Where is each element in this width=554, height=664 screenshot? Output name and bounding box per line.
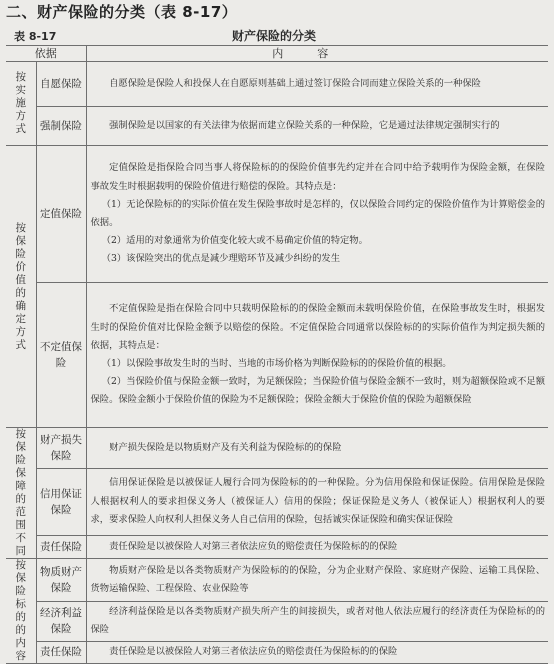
table-row: [6, 559, 548, 602]
description-cell: [86, 428, 548, 469]
type-cell: 定值保险: [36, 146, 86, 283]
description-cell: [86, 146, 548, 283]
category-cell: 按保险标的的内容: [6, 559, 36, 664]
description-paragraph: 财产损失保险是以物质财产及有关利益为保险标的的保险: [109, 441, 342, 453]
description-list-item: （2）当保险价值与保险金额一致时，为足额保险；当保险价值与保险金额不一致时，则为超额保险或不足额保险。保险金额小于保险价值的保险为不足额保险；保险金额大于保险价值的保险为超额保险: [90, 376, 545, 406]
description-cell: [86, 107, 548, 146]
description-paragraph: 责任保险是以被保险人对第三者依法应负的赔偿责任为保险标的的保险: [109, 540, 398, 552]
section-heading: 二、财产保险的分类（表 8-17）: [6, 3, 238, 21]
description-paragraph: 信用保证保险是以被保证人履行合同为保险标的的一种保险。分为信用保险和保证保险。信用保险是保险人根据权利人的要求担保义务人（被保证人）信用的保险；保证保险是义务人（被保证人）根据权利人的要求，要求保险人向权利人担保义务人自己信用的保险，包括诚实保证保险和确实保证保险: [90, 477, 545, 525]
type-cell: 物质财产保险: [36, 559, 86, 602]
table-number: 表 8-17: [14, 30, 57, 43]
table-row: [6, 428, 548, 469]
category-cell: 按保险保障的范围不同: [6, 428, 36, 559]
table-header-row: [6, 46, 548, 62]
description-paragraph: 经济利益保险是以各类物质财产损失所产生的间接损失，或者对他人依法应履行的经济责任为保险标的的保险: [90, 606, 545, 636]
description-paragraph: 物质财产保险是以各类物质财产为保险标的的保险，分为企业财产保险、家庭财产保险、运输工具保险、货物运输保险、工程保险、农业保险等: [90, 564, 545, 595]
description-cell: [86, 62, 548, 107]
description-cell: [86, 468, 548, 535]
table-row: [6, 146, 548, 283]
description-cell: [86, 559, 548, 602]
type-cell: 不定值保险: [36, 283, 86, 428]
category-cell: 按保险价值的确定方式: [6, 146, 36, 428]
table-row: [6, 535, 548, 558]
description-paragraph: 责任保险是以被保险人对第三者依法应负的赔偿责任为保险标的的保险: [109, 646, 398, 658]
description-paragraph: 不定值保险是指在保险合同中只载明保险标的的保险金额而未载明保险价值，在保险事故发生时，根据发生时的保险价值对比保险金额予以赔偿的保险。不定值保险合同通常以保险标的的实际价值作为判定损失额的依据，其特点是：: [90, 303, 545, 351]
description-cell: [86, 283, 548, 428]
description-paragraph: 强制保险是以国家的有关法律为依据而建立保险关系的一种保险，它是通过法律规定强制实行的: [109, 119, 500, 131]
table-title: 财产保险的分类: [232, 29, 317, 43]
description-paragraph: 定值保险是指保险合同当事人将保险标的的保险价值事先约定并在合同中给予载明作为保险金额，在保险事故发生时根据载明的保险价值进行赔偿的保险。其特点是：: [90, 162, 545, 192]
table-row: [6, 62, 548, 107]
description-list-item: （2）适用的对象通常为价值变化较大或不易确定价值的特定物。: [101, 235, 368, 247]
type-cell: 自愿保险: [36, 62, 86, 107]
type-cell: 责任保险: [36, 535, 86, 558]
type-cell: 信用保证保险: [36, 468, 86, 535]
column-header-content: 内容: [86, 46, 548, 62]
description-list-item: （1）无论保险标的的实际价值在发生保险事故时是怎样的，仅以保险合同约定的保险价值作为计算赔偿金的依据。: [90, 198, 545, 228]
type-cell: 经济利益保险: [36, 602, 86, 642]
column-header-basis: 依据: [6, 46, 86, 62]
description-paragraph: 自愿保险是保险人和投保人在自愿原则基础上通过签订保险合同而建立保险关系的一种保险: [109, 77, 481, 89]
description-cell: [86, 535, 548, 558]
table-row: [6, 283, 548, 428]
description-list-item: （1）以保险事故发生时的当时、当地的市场价格为判断保险标的的保险价值的根据。: [101, 358, 452, 369]
description-list-item: （3）该保险突出的优点是减少理赔环节及减少纠纷的发生: [101, 253, 340, 265]
type-cell: 财产损失保险: [36, 428, 86, 469]
table-row: [6, 468, 548, 535]
description-cell: [86, 602, 548, 642]
classification-table: [6, 45, 548, 664]
description-cell: [86, 641, 548, 663]
table-row: [6, 602, 548, 642]
type-cell: 责任保险: [36, 641, 86, 663]
category-cell: 按实施方式: [6, 62, 36, 146]
table-row: [6, 107, 548, 146]
type-cell: 强制保险: [36, 107, 86, 146]
table-row: [6, 641, 548, 663]
